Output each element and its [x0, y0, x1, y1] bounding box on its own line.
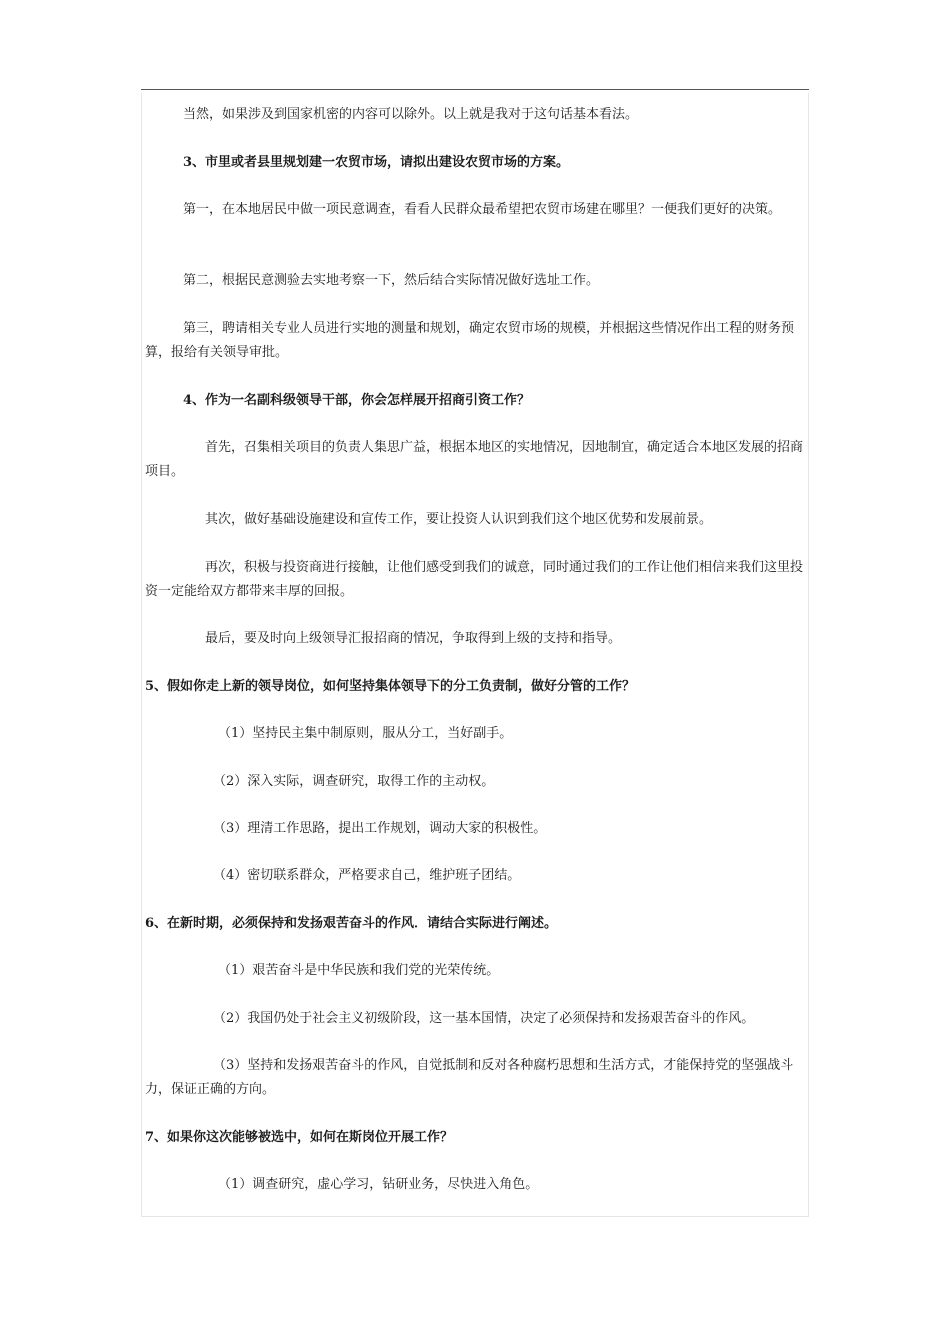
list-item: （3）坚持和发扬艰苦奋斗的作风，自觉抵制和反对各种腐朽思想和生活方式，才能保持党的坚强战斗力，保证正确的方向。	[145, 1058, 794, 1097]
list-item: （1）艰苦奋斗是中华民族和我们党的光荣传统。	[218, 963, 500, 978]
list-item: （1）坚持民主集中制原则，服从分工，当好副手。	[218, 726, 513, 741]
question-heading: 3、市里或者县里规划建一农贸市场，请拟出建设农贸市场的方案。	[183, 155, 570, 170]
paragraph: 其次，做好基础设施建设和宣传工作，要让投资人认识到我们这个地区优势和发展前景。	[205, 512, 713, 527]
list-item: （2）深入实际，调查研究，取得工作的主动权。	[213, 774, 495, 789]
list-item: （3）理清工作思路，提出工作规划，调动大家的积极性。	[213, 821, 547, 836]
question-heading: 4、作为一名副科级领导干部，你会怎样展开招商引资工作？	[183, 393, 531, 408]
content-frame	[141, 93, 809, 1217]
question-heading: 7、如果你这次能够被选中，如何在斯岗位开展工作？	[145, 1130, 454, 1145]
paragraph: 第三，聘请相关专业人员进行实地的测量和规划，确定农贸市场的规模，并根据这些情况作出工程的财务预算，报给有关领导审批。	[145, 321, 795, 360]
paragraph: 第二，根据民意测验去实地考察一下，然后结合实际情况做好选址工作。	[183, 273, 600, 288]
list-item: （1）调查研究，虚心学习，钻研业务，尽快进入角色。	[218, 1177, 539, 1192]
list-item: （4）密切联系群众，严格要求自己，维护班子团结。	[213, 868, 521, 883]
question-heading: 6、在新时期，必须保持和发扬艰苦奋斗的作风．请结合实际进行阐述。	[145, 916, 558, 931]
list-item: （2）我国仍处于社会主义初级阶段，这一基本国情，决定了必须保持和发扬艰苦奋斗的作风。	[213, 1011, 755, 1026]
paragraph: 最后，要及时向上级领导汇报招商的情况，争取得到上级的支持和指导。	[205, 631, 622, 646]
paragraph: 第一，在本地居民中做一项民意调查，看看人民群众最希望把农贸市场建在哪里？一便我们更好的决策。	[183, 202, 782, 217]
paragraph: 首先，召集相关项目的负责人集思广益，根据本地区的实地情况，因地制宜，确定适合本地区发展的招商项目。	[145, 440, 804, 479]
top-rule	[141, 89, 809, 90]
paragraph: 当然，如果涉及到国家机密的内容可以除外。以上就是我对于这句话基本看法。	[183, 107, 639, 122]
question-heading: 5、假如你走上新的领导岗位，如何坚持集体领导下的分工负责制，做好分管的工作？	[145, 679, 636, 694]
paragraph: 再次，积极与投资商进行接触，让他们感受到我们的诚意，同时通过我们的工作让他们相信来我们这里投资一定能给双方都带来丰厚的回报。	[145, 560, 804, 599]
